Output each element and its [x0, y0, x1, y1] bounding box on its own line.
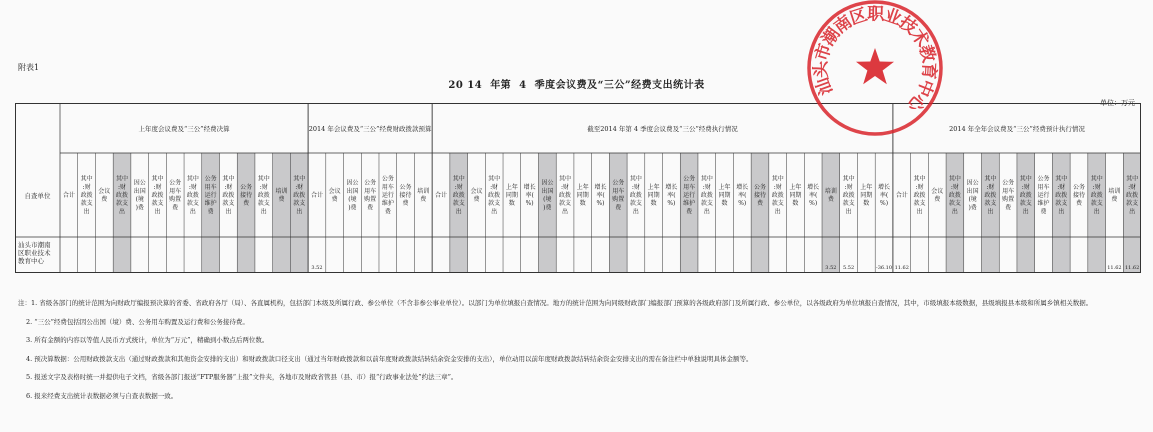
title-year: 20 14 — [448, 80, 483, 91]
column-header: 其中:财政拨款支出 — [1126, 175, 1139, 216]
column-header: 因公出国(境)费 — [541, 179, 554, 212]
column-header: 合计 — [435, 192, 448, 199]
column-header: 公务接待费 — [240, 183, 253, 208]
column-header: 其中:财政拨款支出 — [1055, 175, 1068, 216]
seal-character: 中 — [912, 76, 938, 100]
column-header: 其中:财政拨款支出 — [842, 175, 855, 216]
shaded-column — [273, 153, 291, 273]
column-header: 其中:财政拨款支出 — [700, 175, 713, 216]
column-group-header: 截至2014 年第 4 季度会议费及“三公”经费执行情况 — [587, 125, 738, 133]
shaded-column — [822, 153, 840, 273]
seal-character: 心 — [902, 89, 930, 116]
unit-label: 单位：万元 — [1100, 99, 1135, 107]
column-header: 其中:财政拨款支出 — [257, 175, 270, 216]
column-header: 公务用车购置费 — [612, 179, 625, 212]
column-header: 其中:财政拨款支出 — [116, 175, 129, 216]
seal-character: 教 — [914, 42, 939, 65]
column-header: 增长率( %) — [736, 183, 749, 208]
column-header: 培训费 — [417, 187, 430, 204]
note-line: 6. 报来经费支出统计表数据必须与自查表数据一致。 — [26, 391, 178, 400]
column-header: 会议费 — [470, 187, 483, 204]
column-header: 其中:财政拨款支出 — [629, 175, 642, 216]
column-header: 公务用车运行维护费 — [204, 175, 217, 216]
row-header-label: 自查单位 — [24, 192, 51, 200]
cell-value: -36.10 — [876, 265, 893, 271]
column-header: 培训费 — [1108, 187, 1121, 204]
column-header: 会议费 — [931, 187, 944, 204]
cell-value: 5.52 — [843, 265, 855, 271]
official-seal — [780, 0, 970, 150]
statistics-table-grid — [15, 103, 1141, 273]
column-group-header: 上年度会议费及“三公”经费决算 — [138, 125, 230, 133]
column-header: 其中:财政拨款支出 — [452, 175, 465, 216]
column-header: 公务用车购置费 — [169, 179, 182, 212]
column-header: 合计 — [62, 192, 75, 199]
column-header: 增长率( %) — [523, 183, 536, 208]
attachment-label: 附表1 — [18, 63, 40, 72]
column-header: 增长率( %) — [665, 183, 678, 208]
column-header: 公务接待费 — [1072, 183, 1085, 208]
column-header: 培训费 — [824, 187, 837, 204]
notes-section — [18, 294, 1138, 405]
column-header: 其中:财政拨款支出 — [984, 175, 997, 216]
title-quarter: 4 — [519, 80, 527, 91]
column-header: 公务用车运行维护费 — [381, 175, 394, 216]
column-header: 因公出国(境)费 — [133, 179, 146, 212]
column-header: 公务接待费 — [399, 183, 412, 208]
column-header: 公务用车运行维护费 — [1037, 175, 1050, 216]
column-header: 公务接待费 — [753, 183, 766, 208]
seal-character: 育 — [917, 61, 939, 80]
column-header: 公务用车运行维护费 — [683, 175, 696, 216]
official-seal-graphic — [780, 0, 970, 150]
column-header: 公务用车购置费 — [364, 179, 377, 212]
column-header: 其中:财政拨款支出 — [1090, 175, 1103, 216]
seal-character: 潮 — [818, 24, 845, 50]
cell-value: 11.62 — [1107, 265, 1122, 271]
column-header: 上年同期数 — [718, 183, 731, 208]
column-header: 其中:财政拨款支出 — [80, 175, 93, 216]
title-rest: 季度会议费及“三公”经费支出统计表 — [534, 80, 705, 91]
column-header: 其中:财政拨款支出 — [222, 175, 235, 216]
seal-character: 汕 — [812, 74, 838, 98]
column-header: 上年同期数 — [576, 183, 589, 208]
column-header: 其中:财政拨款支出 — [771, 175, 784, 216]
cell-value: 3.52 — [825, 265, 837, 271]
note-line: 2. “三公”经费包括因公出国（境）费、公务用车购置及运行费和公务接待费。 — [26, 317, 249, 326]
shaded-column — [751, 153, 769, 273]
seal-character: 技 — [894, 12, 921, 39]
column-header: 其中:财政拨款支出 — [186, 175, 199, 216]
note-line: 注：1. 省级各部门的统计范围为向财政厅编报预决算的省委、省政府各厅（局）、各直属机构，包括部门本级及所属行政、参公单位（不含非参公事业单位）。以部门为单位填报自查情况。地方的统计范围为向同级财政部门编报部门预算的各级政府部门及所属行政、参公单位，以各级政府为单位填报自查情况，其中，市级填报本级数据，县级填报县本级和所属乡镇相关数据。 — [18, 299, 1093, 307]
column-header: 会议费 — [98, 187, 111, 204]
column-header: 合计 — [895, 192, 908, 199]
column-header: 增长率( %) — [807, 183, 820, 208]
column-header: 上年同期数 — [789, 183, 802, 208]
statistics-table — [15, 103, 1141, 273]
column-header: 培训费 — [275, 187, 288, 204]
shaded-column — [237, 153, 255, 273]
seal-star — [856, 48, 894, 84]
column-header: 因公出国(境)费 — [966, 179, 979, 212]
column-header: 合计 — [310, 192, 323, 199]
column-group-header: 2014 年全年会议费及“三公”经费预计执行情况 — [949, 125, 1085, 133]
seal-character: 区 — [847, 4, 870, 30]
seal-character: 市 — [811, 41, 836, 64]
column-header: 其中:财政拨款支出 — [151, 175, 164, 216]
cell-value: 11.62 — [1124, 265, 1140, 271]
title-mid: 年第 — [490, 80, 512, 91]
seal-character: 职 — [867, 4, 885, 25]
note-line: 5. 报送文字及表格时统一并提供电子文档，省级各部门报送“FTP服务器“上报”文件夹，各地市及财政省管县（县、市）报“行政事业法处”约法三章”。 — [26, 373, 458, 381]
note-line: 3. 所有金额的内容以等值人民币方式统计，单位为“万元”，精确到小数点后两位数。 — [26, 336, 269, 344]
column-header: 上年同期数 — [647, 183, 660, 208]
column-header: 其中:财政拨款支出 — [559, 175, 572, 216]
note-line: 4. 预决算数据：公用财政拨款支出（通过财政拨款和其他资金安排的支出）和财政拨款口径支出（通过当年财政拨款和以前年度财政拨款结转结余资金安排的支出），单位动用以前年度财政拨款结转结余资金安排支出的需在备注栏中单独说明具体金额等。 — [26, 354, 753, 363]
column-header: 公务用车购置费 — [1002, 179, 1015, 212]
document-title — [0, 76, 1153, 91]
column-header: 增长率( %) — [878, 183, 891, 208]
seal-character: 术 — [906, 25, 933, 51]
column-header: 其中:财政拨款支出 — [948, 175, 961, 216]
column-header: 因公出国(境)费 — [346, 179, 359, 212]
shaded-column — [609, 153, 627, 273]
column-header: 其中:财政拨款支出 — [293, 175, 306, 216]
seal-character: 业 — [881, 5, 904, 30]
cell-value: 11.62 — [894, 265, 909, 271]
column-header: 其中:财政拨款支出 — [913, 175, 926, 216]
column-header: 增长率( %) — [594, 183, 607, 208]
seal-character: 南 — [830, 11, 857, 38]
seal-character: 头 — [811, 60, 832, 79]
column-group-header: 2014 年会议费及“三公”经费财政拨款预算 — [308, 125, 432, 133]
column-header: 上年同期数 — [505, 183, 518, 208]
cell-value: 3.52 — [311, 265, 323, 271]
column-header: 上年同期数 — [860, 183, 873, 208]
shaded-column — [538, 153, 556, 273]
column-header: 其中:财政拨款支出 — [1019, 175, 1032, 216]
column-header: 会议费 — [328, 187, 341, 204]
row-unit-name: 汕头市潮南区职业技术教育中心 — [18, 241, 51, 265]
column-header: 其中:财政拨款支出 — [488, 175, 501, 216]
